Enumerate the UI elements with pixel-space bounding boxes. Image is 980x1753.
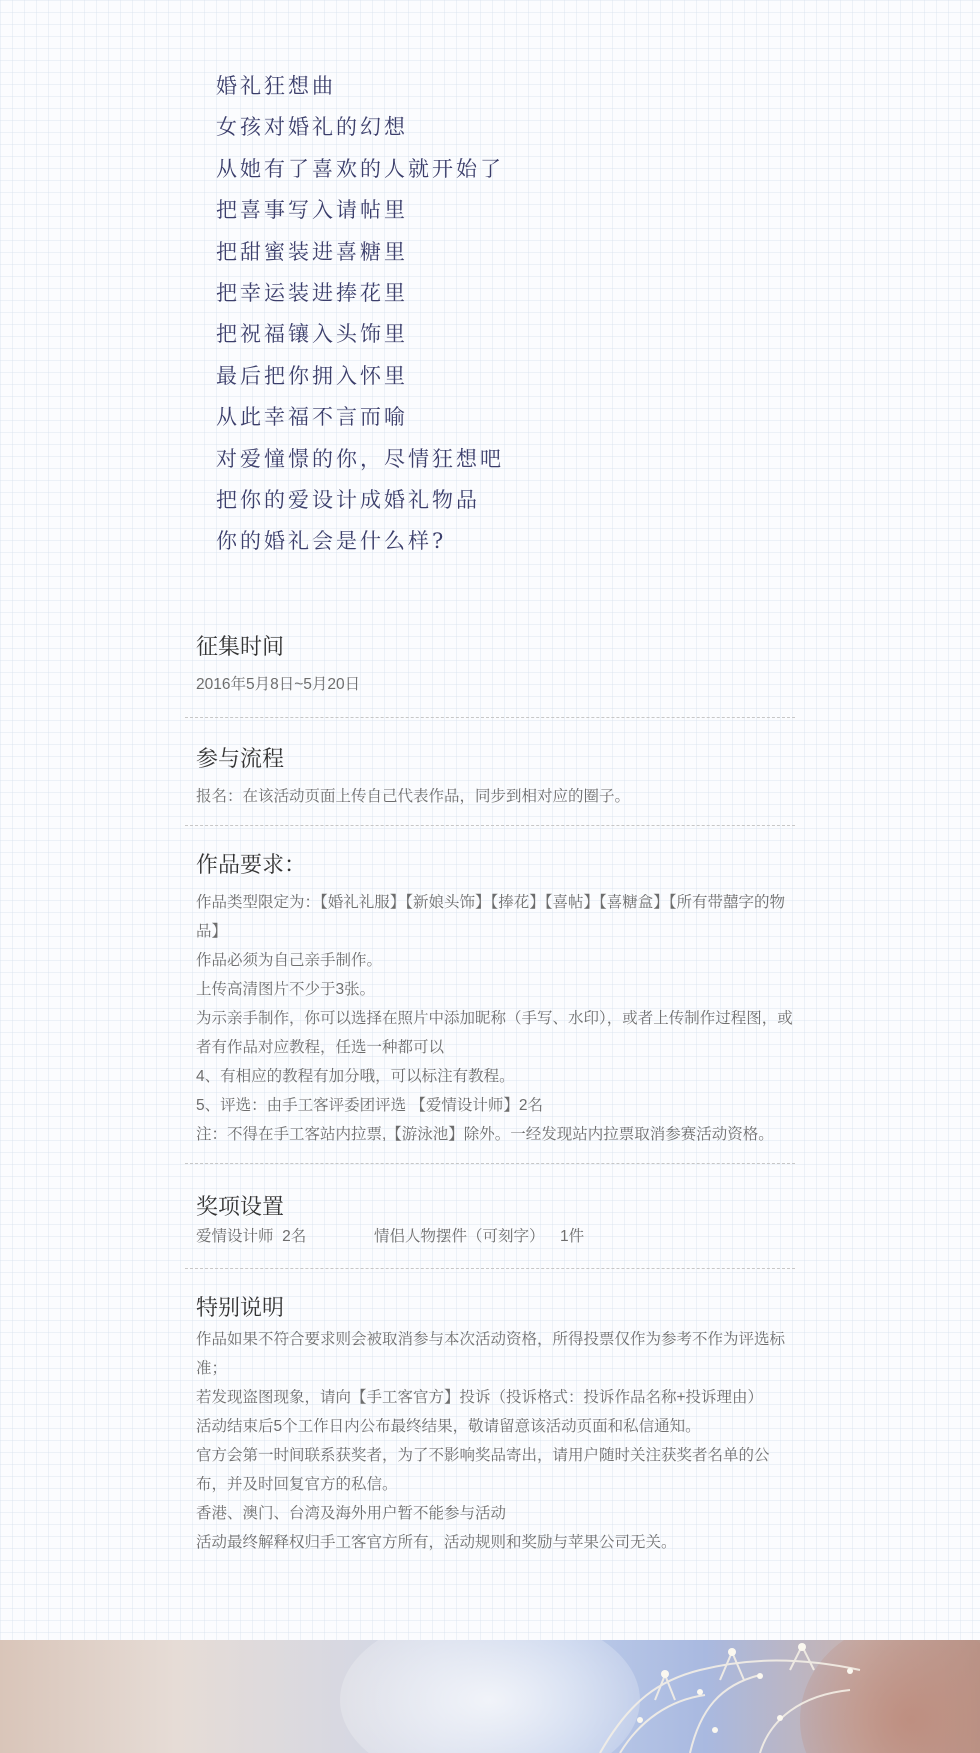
- poem-title: 婚礼狂想曲: [216, 74, 336, 98]
- bridal-tiara-photo: [0, 1640, 980, 1753]
- note-line: 官方会第一时间联系获奖者，为了不影响奖品寄出，请用户随时关注获奖者名单的公布，并及时回复官方的私信。: [196, 1447, 770, 1493]
- poem-line: 从此幸福不言而喻: [216, 405, 408, 430]
- rules-content: [185, 626, 795, 1557]
- requirement-line: 作品类型限定为：【婚礼礼服】【新娘头饰】【捧花】【喜帖】【喜糖盒】【所有带囍字的物品】: [196, 894, 786, 940]
- note-line: 活动结束后5个工作日内公布最终结果，敬请留意该活动页面和私信通知。: [196, 1418, 701, 1435]
- tiara-icon: [0, 1640, 980, 1753]
- requirement-line: 为示亲手制作，你可以选择在照片中添加昵称（手写、水印），或者上传制作过程图，或者有作品对应教程，任选一种都可以: [196, 1010, 793, 1056]
- poem: [216, 66, 716, 563]
- note-line: 作品如果不符合要求则会被取消参与本次活动资格，所得投票仅作为参考不作为评选标准；: [196, 1331, 786, 1377]
- requirement-line: 上传高清图片不少于3张。: [196, 981, 376, 998]
- section-collect-time: [185, 626, 795, 717]
- section-awards: [185, 1164, 795, 1268]
- award-name: 爱情设计师 2名: [196, 1228, 307, 1245]
- poem-line: 对爱憧憬的你，尽情狂想吧: [216, 446, 504, 471]
- section-title: 作品要求：: [196, 852, 307, 877]
- note-line: 活动最终解释权归手工客官方所有，活动规则和奖励与苹果公司无关。: [196, 1534, 677, 1551]
- requirement-line: 5、评选：由手工客评委团评选 【爱情设计师】2名: [196, 1097, 544, 1114]
- poem-line: 把甜蜜装进喜糖里: [216, 239, 408, 264]
- award-prize: 情侣人物摆件（可刻字）: [374, 1228, 545, 1245]
- poem-line: 最后把你拥入怀里: [216, 363, 408, 388]
- section-notes: [185, 1269, 795, 1557]
- poem-line: 从她有了喜欢的人就开始了: [216, 156, 504, 181]
- collect-time-value: 2016年5月8日~5月20日: [196, 676, 361, 693]
- poem-line: 女孩对婚礼的幻想: [216, 115, 408, 140]
- requirement-line: 注：不得在手工客站内拉票,【游泳池】除外。一经发现站内拉票取消参赛活动资格。: [196, 1126, 774, 1143]
- section-title: 奖项设置: [196, 1194, 285, 1219]
- award-row: [196, 1224, 795, 1250]
- section-process: [185, 718, 795, 825]
- section-title: 征集时间: [196, 634, 285, 659]
- poem-line: 把你的爱设计成婚礼物品: [216, 488, 480, 513]
- poem-line: 把喜事写入请帖里: [216, 198, 408, 223]
- section-requirements: [185, 826, 795, 1163]
- note-line: 若发现盗图现象，请向【手工客官方】投诉（投诉格式：投诉作品名称+投诉理由）: [196, 1389, 764, 1406]
- requirement-line: 作品必须为自己亲手制作。: [196, 952, 383, 969]
- poem-line: 你的婚礼会是什么样?: [216, 529, 447, 554]
- section-title: 特别说明: [196, 1295, 285, 1320]
- process-text: 报名：在该活动页面上传自己代表作品，同步到相对应的圈子。: [196, 788, 631, 805]
- requirement-line: 4、有相应的教程有加分哦，可以标注有教程。: [196, 1068, 515, 1085]
- poem-line: 把祝福镶入头饰里: [216, 322, 408, 347]
- note-line: 香港、澳门、台湾及海外用户暂不能参与活动: [196, 1505, 507, 1522]
- poem-line: 把幸运装进捧花里: [216, 281, 408, 306]
- section-title: 参与流程: [196, 746, 285, 771]
- award-prize-count: 1件: [560, 1228, 585, 1245]
